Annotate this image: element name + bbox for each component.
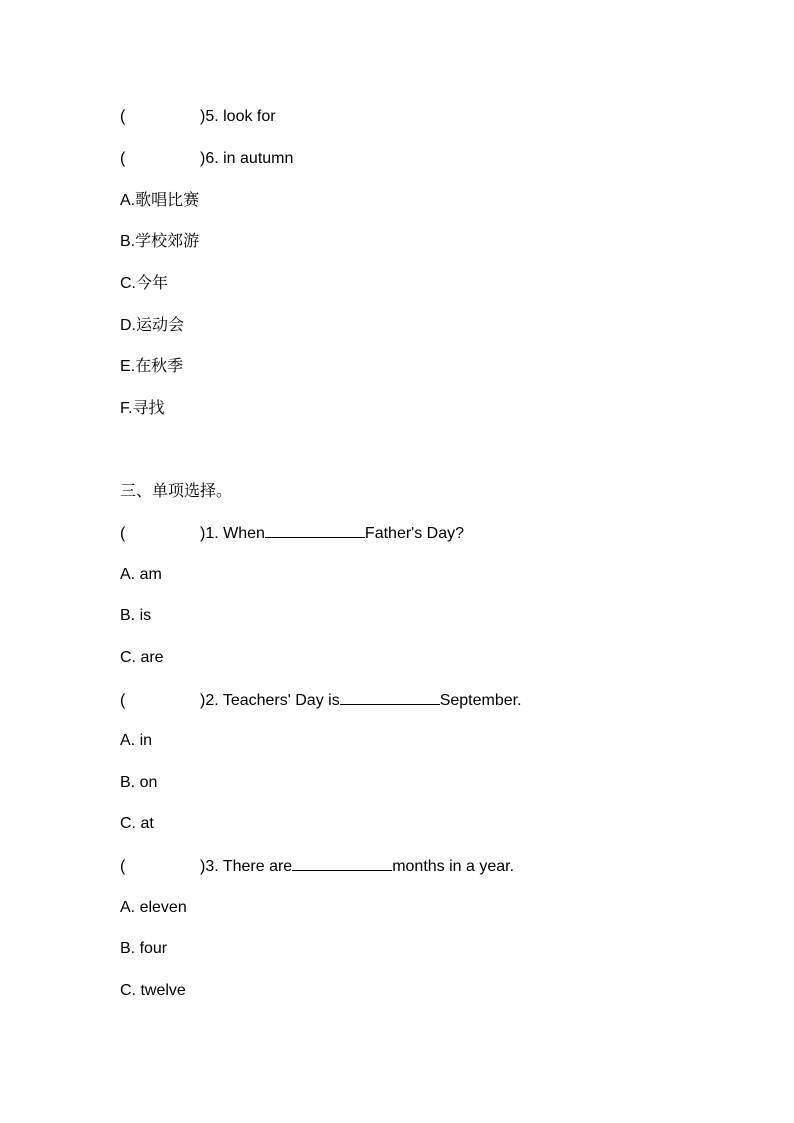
question-suffix: months in a year. (392, 858, 515, 875)
question-1-option-a: A. am (120, 566, 162, 583)
matching-option-c: C.今年 (120, 275, 169, 292)
question-2-option-b: B. on (120, 774, 158, 791)
question-prefix: )1. When (200, 525, 265, 542)
answer-paren: ( (120, 858, 126, 875)
question-2-option-c: C. at (120, 815, 154, 832)
question-suffix: Father's Day? (364, 525, 465, 542)
question-3-option-b: B. four (120, 940, 168, 957)
fill-blank (340, 690, 440, 705)
answer-paren: ( (120, 525, 126, 542)
section-title: 三、单项选择。 (120, 483, 233, 500)
question-2-option-a: A. in (120, 732, 153, 749)
matching-option-e: E.在秋季 (120, 358, 184, 375)
answer-paren: ( (120, 692, 126, 709)
matching-option-f: F.寻找 (120, 400, 165, 417)
question-1 (120, 523, 464, 544)
question-1-option-c: C. are (120, 649, 164, 666)
matching-option-d: D.运动会 (120, 317, 185, 334)
matching-item-6 (120, 149, 293, 169)
question-2 (120, 690, 522, 711)
question-1-option-b: B. is (120, 607, 152, 624)
fill-blank (265, 523, 365, 538)
question-3-option-a: A. eleven (120, 899, 187, 916)
question-3-option-c: C. twelve (120, 982, 186, 999)
question-3 (120, 856, 514, 877)
question-suffix: September. (439, 692, 522, 709)
fill-blank (292, 856, 392, 871)
matching-item-5 (120, 107, 276, 127)
answer-paren: ( (120, 108, 126, 125)
matching-option-b: B.学校郊游 (120, 233, 200, 250)
matching-item-text: )5. look for (200, 108, 276, 125)
matching-item-text: )6. in autumn (200, 150, 294, 167)
question-prefix: )2. Teachers' Day is (200, 692, 340, 709)
matching-option-a: A.歌唱比赛 (120, 192, 200, 209)
question-prefix: )3. There are (200, 858, 293, 875)
answer-paren: ( (120, 150, 126, 167)
